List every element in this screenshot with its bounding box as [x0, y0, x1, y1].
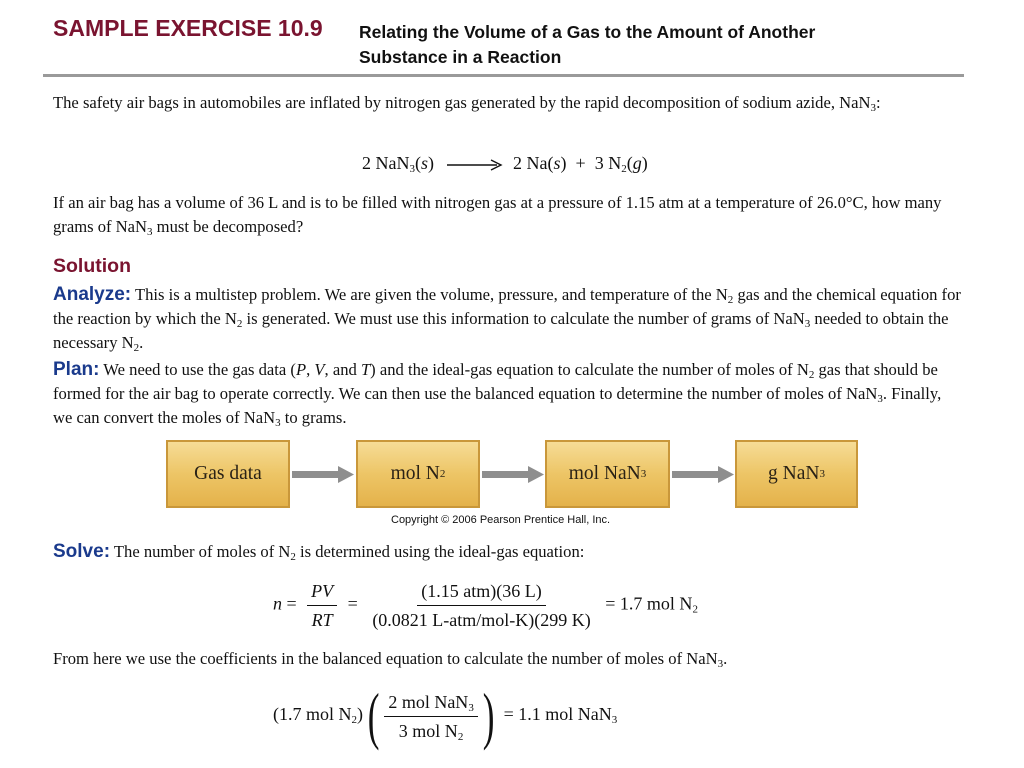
fraction-pv-rt: $\frac{PV}{RT}$ — [307, 580, 337, 631]
plan-label: Plan: — [53, 359, 100, 380]
reaction-arrow-icon — [443, 158, 505, 172]
flow-box-g-nan3: g NaN 3 — [735, 440, 858, 508]
flow-box-mol-n2: mol N 2 — [356, 440, 480, 508]
analyze-paragraph: Analyze: This is a multistep problem. We are given the volume, pressure, and temperature of the $N_2$ gas and the chemical equation for the reaction by which the $N_2$ is generated. We must use this information to calculate the number of grams of NaN$_3$ needed to obtain the necessary $N_2$. — [53, 284, 961, 354]
exercise-title-line2: Substance in a Reaction — [359, 47, 562, 67]
exercise-number: SAMPLE EXERCISE 10.9 — [53, 15, 323, 41]
flow-box-mol-nan3: mol NaN 3 — [545, 440, 670, 508]
fraction-numeric: $\frac{\text{(1.15 atm)(36 L)}}{\text{(0.0821 L-atm/mol-K)(299 K)}}$ — [372, 581, 591, 630]
reaction-equation: 2 NaN$_3$(s) 2 Na(s) + 3 $N_2(g)$ — [362, 153, 648, 175]
exercise-title-line1: Relating the Volume of a Gas to the Amount of Another — [359, 22, 816, 42]
problem-intro: The safety air bags in automobiles are inflated by nitrogen gas generated by the rapid decomposition of sodium azide, NaN$_3$: — [53, 93, 881, 114]
fraction-mole-ratio: $\frac{2 mol NaN_3}{3 mol N_2}$ — [384, 691, 478, 742]
flow-arrow-icon — [482, 466, 544, 483]
exercise-title — [359, 20, 815, 70]
header-divider — [43, 74, 964, 77]
flow-arrow-icon — [672, 466, 734, 483]
from-here-paragraph: From here we use the coefficients in the balanced equation to calculate the number of moles of NaN$_3$. — [53, 649, 728, 670]
problem-question: If an air bag has a volume of 36 L and is to be filled with nitrogen gas at a pressure of 1.15 atm at a temperature of 26.0°C, how many grams of NaN$_3$ must be decomposed? — [53, 193, 942, 238]
plan-paragraph: Plan: We need to use the gas data (P, V, and T) and the ideal-gas equation to calculate the number of moles of $N_2$ gas that should be formed for the air bag to operate correctly. We can then use the balanced equation to determine the number of moles of NaN$_3$. Finally, we can convert the moles of NaN$_3$ to grams. — [53, 359, 942, 429]
solution-heading: Solution — [53, 255, 131, 277]
solve-label: Solve: — [53, 541, 111, 562]
analyze-label: Analyze: — [53, 284, 132, 305]
copyright-notice: Copyright © 2006 Pearson Prentice Hall, Inc. — [391, 514, 611, 526]
stoichiometry-equation: (1.7 mol $N_2$)( $\frac{2 mol NaN_3}{3 mol N_2}$ ) = 1.1 mol NaN$_3$ — [273, 680, 618, 751]
solve-paragraph: Solve: The number of moles of $N_2$ is determined using the ideal-gas equation: — [53, 541, 585, 563]
flow-box-gas-data: Gas data — [166, 440, 290, 508]
flow-arrow-icon — [292, 466, 354, 483]
ideal-gas-equation: n = $\frac{PV}{RT}$ = $\frac{\text{(1.15 atm)(36 L)}}{\text{(0.0821 L-atm/mol-K)(299 K)}}$ = 1.7 mol $N_2$ — [273, 581, 698, 630]
